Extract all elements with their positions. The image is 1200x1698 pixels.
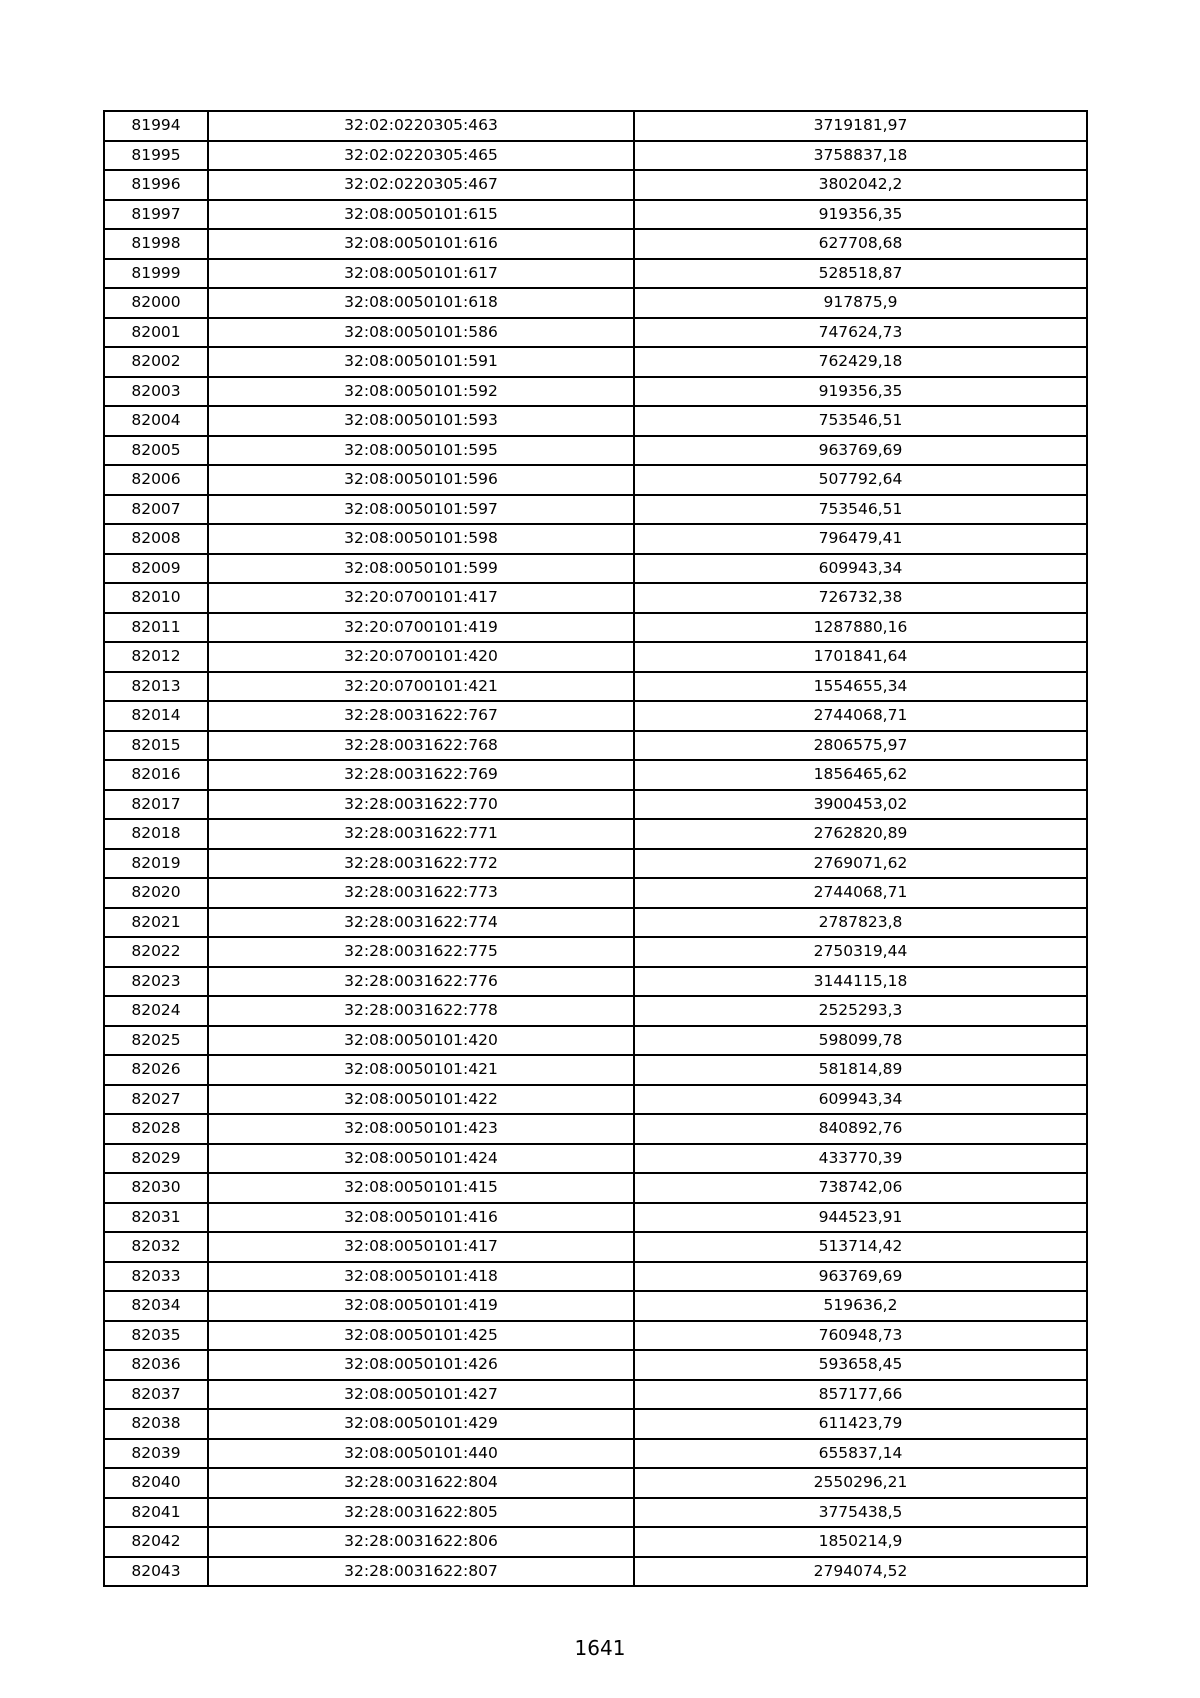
table-row — [104, 908, 1087, 938]
cadastral-number-cell: 32:08:0050101:616 — [208, 229, 634, 259]
table-row — [104, 436, 1087, 466]
table-row — [104, 760, 1087, 790]
value-cell: 919356,35 — [634, 200, 1087, 230]
value-cell: 944523,91 — [634, 1203, 1087, 1233]
cadastral-number-cell: 32:02:0220305:467 — [208, 170, 634, 200]
value-cell: 2750319,44 — [634, 937, 1087, 967]
row-number-cell: 82042 — [104, 1527, 208, 1557]
cadastral-number-cell: 32:08:0050101:440 — [208, 1439, 634, 1469]
value-cell: 726732,38 — [634, 583, 1087, 613]
cadastral-number-cell: 32:08:0050101:596 — [208, 465, 634, 495]
cadastral-number-cell: 32:08:0050101:591 — [208, 347, 634, 377]
table-row — [104, 1173, 1087, 1203]
row-number-cell: 82000 — [104, 288, 208, 318]
cadastral-number-cell: 32:28:0031622:776 — [208, 967, 634, 997]
value-cell: 760948,73 — [634, 1321, 1087, 1351]
row-number-cell: 82026 — [104, 1055, 208, 1085]
value-cell: 963769,69 — [634, 1262, 1087, 1292]
value-cell: 507792,64 — [634, 465, 1087, 495]
cadastral-number-cell: 32:28:0031622:804 — [208, 1468, 634, 1498]
value-cell: 2744068,71 — [634, 701, 1087, 731]
table-row — [104, 642, 1087, 672]
cadastral-number-cell: 32:28:0031622:771 — [208, 819, 634, 849]
table-row — [104, 1557, 1087, 1587]
row-number-cell: 82025 — [104, 1026, 208, 1056]
cadastral-number-cell: 32:08:0050101:592 — [208, 377, 634, 407]
row-number-cell: 82015 — [104, 731, 208, 761]
value-cell: 433770,39 — [634, 1144, 1087, 1174]
table-row — [104, 583, 1087, 613]
row-number-cell: 82041 — [104, 1498, 208, 1528]
table-row — [104, 318, 1087, 348]
table-row — [104, 259, 1087, 289]
row-number-cell: 82034 — [104, 1291, 208, 1321]
table-row — [104, 849, 1087, 879]
value-cell: 1856465,62 — [634, 760, 1087, 790]
row-number-cell: 82035 — [104, 1321, 208, 1351]
cadastral-number-cell: 32:28:0031622:768 — [208, 731, 634, 761]
row-number-cell: 82022 — [104, 937, 208, 967]
row-number-cell: 81996 — [104, 170, 208, 200]
row-number-cell: 82033 — [104, 1262, 208, 1292]
row-number-cell: 82020 — [104, 878, 208, 908]
table-row — [104, 554, 1087, 584]
cadastral-number-cell: 32:08:0050101:415 — [208, 1173, 634, 1203]
value-cell: 655837,14 — [634, 1439, 1087, 1469]
table-row — [104, 1409, 1087, 1439]
table-row — [104, 111, 1087, 141]
value-cell: 2744068,71 — [634, 878, 1087, 908]
table-row — [104, 1321, 1087, 1351]
value-cell: 1850214,9 — [634, 1527, 1087, 1557]
value-cell: 3719181,97 — [634, 111, 1087, 141]
table-row — [104, 1291, 1087, 1321]
table-row — [104, 1498, 1087, 1528]
table-row — [104, 229, 1087, 259]
table-row — [104, 731, 1087, 761]
table-row — [104, 819, 1087, 849]
row-number-cell: 82002 — [104, 347, 208, 377]
value-cell: 528518,87 — [634, 259, 1087, 289]
row-number-cell: 82001 — [104, 318, 208, 348]
table-row — [104, 200, 1087, 230]
cadastral-number-cell: 32:20:0700101:419 — [208, 613, 634, 643]
cadastral-number-cell: 32:28:0031622:806 — [208, 1527, 634, 1557]
cadastral-number-cell: 32:08:0050101:617 — [208, 259, 634, 289]
row-number-cell: 82004 — [104, 406, 208, 436]
table-row — [104, 967, 1087, 997]
cadastral-number-cell: 32:28:0031622:772 — [208, 849, 634, 879]
table-row — [104, 1439, 1087, 1469]
row-number-cell: 82037 — [104, 1380, 208, 1410]
table-row — [104, 524, 1087, 554]
value-cell: 3802042,2 — [634, 170, 1087, 200]
row-number-cell: 82028 — [104, 1114, 208, 1144]
row-number-cell: 82017 — [104, 790, 208, 820]
table-row — [104, 672, 1087, 702]
value-cell: 3775438,5 — [634, 1498, 1087, 1528]
value-cell: 513714,42 — [634, 1232, 1087, 1262]
row-number-cell: 82011 — [104, 613, 208, 643]
value-cell: 1287880,16 — [634, 613, 1087, 643]
row-number-cell: 82043 — [104, 1557, 208, 1587]
table-row — [104, 377, 1087, 407]
value-cell: 753546,51 — [634, 495, 1087, 525]
table-row — [104, 406, 1087, 436]
value-cell: 609943,34 — [634, 1085, 1087, 1115]
value-cell: 2806575,97 — [634, 731, 1087, 761]
row-number-cell: 82040 — [104, 1468, 208, 1498]
value-cell: 627708,68 — [634, 229, 1087, 259]
value-cell: 2794074,52 — [634, 1557, 1087, 1587]
value-cell: 598099,78 — [634, 1026, 1087, 1056]
row-number-cell: 82013 — [104, 672, 208, 702]
page-number: 1641 — [574, 1636, 626, 1660]
table-row — [104, 1085, 1087, 1115]
table-row — [104, 1380, 1087, 1410]
table-row — [104, 1232, 1087, 1262]
row-number-cell: 82024 — [104, 996, 208, 1026]
value-cell: 581814,89 — [634, 1055, 1087, 1085]
table-row — [104, 1203, 1087, 1233]
table-row — [104, 1262, 1087, 1292]
cadastral-number-cell: 32:08:0050101:586 — [208, 318, 634, 348]
value-cell: 2787823,8 — [634, 908, 1087, 938]
table-row — [104, 1114, 1087, 1144]
value-cell: 519636,2 — [634, 1291, 1087, 1321]
table-row — [104, 937, 1087, 967]
value-cell: 840892,76 — [634, 1114, 1087, 1144]
cadastral-number-cell: 32:08:0050101:429 — [208, 1409, 634, 1439]
cadastral-number-cell: 32:08:0050101:597 — [208, 495, 634, 525]
cadastral-number-cell: 32:20:0700101:417 — [208, 583, 634, 613]
table-row — [104, 347, 1087, 377]
row-number-cell: 82012 — [104, 642, 208, 672]
value-cell: 857177,66 — [634, 1380, 1087, 1410]
cadastral-number-cell: 32:28:0031622:770 — [208, 790, 634, 820]
cadastral-number-cell: 32:28:0031622:774 — [208, 908, 634, 938]
value-cell: 738742,06 — [634, 1173, 1087, 1203]
table-row — [104, 790, 1087, 820]
value-cell: 3144115,18 — [634, 967, 1087, 997]
cadastral-number-cell: 32:28:0031622:769 — [208, 760, 634, 790]
value-cell: 3758837,18 — [634, 141, 1087, 171]
cadastral-number-cell: 32:02:0220305:465 — [208, 141, 634, 171]
cadastral-number-cell: 32:08:0050101:425 — [208, 1321, 634, 1351]
value-cell: 2762820,89 — [634, 819, 1087, 849]
table-row — [104, 1026, 1087, 1056]
row-number-cell: 82039 — [104, 1439, 208, 1469]
cadastral-number-cell: 32:08:0050101:420 — [208, 1026, 634, 1056]
value-cell: 1554655,34 — [634, 672, 1087, 702]
value-cell: 611423,79 — [634, 1409, 1087, 1439]
row-number-cell: 82006 — [104, 465, 208, 495]
table-row — [104, 1527, 1087, 1557]
table-body — [104, 111, 1087, 1586]
cadastral-number-cell: 32:08:0050101:593 — [208, 406, 634, 436]
cadastral-number-cell: 32:08:0050101:421 — [208, 1055, 634, 1085]
row-number-cell: 82030 — [104, 1173, 208, 1203]
cadastral-number-cell: 32:08:0050101:416 — [208, 1203, 634, 1233]
cadastral-number-cell: 32:08:0050101:418 — [208, 1262, 634, 1292]
value-cell: 2769071,62 — [634, 849, 1087, 879]
row-number-cell: 81994 — [104, 111, 208, 141]
row-number-cell: 82008 — [104, 524, 208, 554]
row-number-cell: 82023 — [104, 967, 208, 997]
value-cell: 963769,69 — [634, 436, 1087, 466]
row-number-cell: 82019 — [104, 849, 208, 879]
row-number-cell: 82003 — [104, 377, 208, 407]
table-row — [104, 141, 1087, 171]
value-cell: 796479,41 — [634, 524, 1087, 554]
cadastral-number-cell: 32:08:0050101:598 — [208, 524, 634, 554]
cadastral-number-cell: 32:02:0220305:463 — [208, 111, 634, 141]
table-row — [104, 170, 1087, 200]
row-number-cell: 82032 — [104, 1232, 208, 1262]
cadastral-number-cell: 32:28:0031622:773 — [208, 878, 634, 908]
value-cell: 917875,9 — [634, 288, 1087, 318]
cadastral-number-cell: 32:08:0050101:424 — [208, 1144, 634, 1174]
cadastral-value-table — [103, 110, 1088, 1587]
row-number-cell: 82009 — [104, 554, 208, 584]
cadastral-number-cell: 32:28:0031622:778 — [208, 996, 634, 1026]
row-number-cell: 82016 — [104, 760, 208, 790]
cadastral-number-cell: 32:08:0050101:599 — [208, 554, 634, 584]
value-cell: 609943,34 — [634, 554, 1087, 584]
table-row — [104, 878, 1087, 908]
value-cell: 919356,35 — [634, 377, 1087, 407]
cadastral-number-cell: 32:08:0050101:417 — [208, 1232, 634, 1262]
table-row — [104, 288, 1087, 318]
cadastral-number-cell: 32:08:0050101:427 — [208, 1380, 634, 1410]
row-number-cell: 82029 — [104, 1144, 208, 1174]
row-number-cell: 81998 — [104, 229, 208, 259]
cadastral-number-cell: 32:20:0700101:421 — [208, 672, 634, 702]
row-number-cell: 82031 — [104, 1203, 208, 1233]
row-number-cell: 82038 — [104, 1409, 208, 1439]
row-number-cell: 82014 — [104, 701, 208, 731]
row-number-cell: 82010 — [104, 583, 208, 613]
cadastral-number-cell: 32:08:0050101:618 — [208, 288, 634, 318]
row-number-cell: 82018 — [104, 819, 208, 849]
table-row — [104, 1144, 1087, 1174]
table-row — [104, 1350, 1087, 1380]
value-cell: 3900453,02 — [634, 790, 1087, 820]
cadastral-number-cell: 32:08:0050101:419 — [208, 1291, 634, 1321]
value-cell: 2550296,21 — [634, 1468, 1087, 1498]
cadastral-number-cell: 32:08:0050101:595 — [208, 436, 634, 466]
row-number-cell: 81999 — [104, 259, 208, 289]
table-row — [104, 1468, 1087, 1498]
row-number-cell: 81995 — [104, 141, 208, 171]
cadastral-number-cell: 32:08:0050101:422 — [208, 1085, 634, 1115]
row-number-cell: 81997 — [104, 200, 208, 230]
row-number-cell: 82021 — [104, 908, 208, 938]
cadastral-number-cell: 32:28:0031622:807 — [208, 1557, 634, 1587]
value-cell: 2525293,3 — [634, 996, 1087, 1026]
cadastral-number-cell: 32:28:0031622:805 — [208, 1498, 634, 1528]
table-row — [104, 996, 1087, 1026]
table-row — [104, 701, 1087, 731]
value-cell: 753546,51 — [634, 406, 1087, 436]
table-row — [104, 613, 1087, 643]
value-cell: 1701841,64 — [634, 642, 1087, 672]
row-number-cell: 82027 — [104, 1085, 208, 1115]
value-cell: 747624,73 — [634, 318, 1087, 348]
value-cell: 593658,45 — [634, 1350, 1087, 1380]
table-row — [104, 1055, 1087, 1085]
cadastral-number-cell: 32:08:0050101:423 — [208, 1114, 634, 1144]
table-row — [104, 495, 1087, 525]
cadastral-number-cell: 32:28:0031622:767 — [208, 701, 634, 731]
cadastral-number-cell: 32:08:0050101:426 — [208, 1350, 634, 1380]
row-number-cell: 82005 — [104, 436, 208, 466]
cadastral-number-cell: 32:20:0700101:420 — [208, 642, 634, 672]
row-number-cell: 82007 — [104, 495, 208, 525]
value-cell: 762429,18 — [634, 347, 1087, 377]
table-row — [104, 465, 1087, 495]
cadastral-number-cell: 32:28:0031622:775 — [208, 937, 634, 967]
row-number-cell: 82036 — [104, 1350, 208, 1380]
cadastral-number-cell: 32:08:0050101:615 — [208, 200, 634, 230]
